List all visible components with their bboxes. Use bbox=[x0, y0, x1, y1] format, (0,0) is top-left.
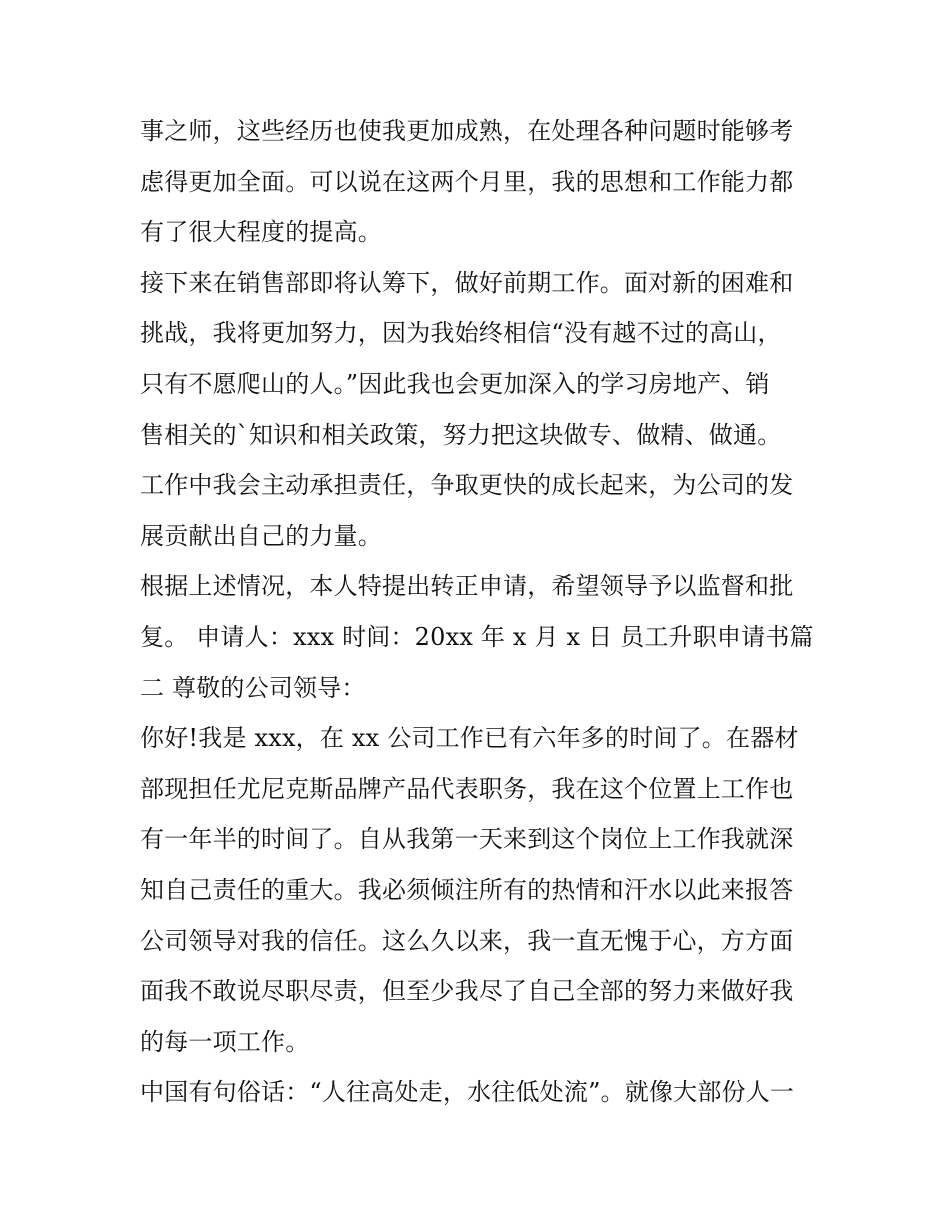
text-line: 中国有句俗话：“人往高处走，水往低处流”。就像大部份人一 bbox=[140, 1078, 795, 1107]
text-line: 事之师，这些经历也使我更加成熟，在处理各种问题时能够考 bbox=[140, 117, 794, 145]
text-line: 的每一项工作。 bbox=[140, 1027, 310, 1056]
text-line: 只有不愿爬山的人。”因此我也会更加深入的学习房地产、销 bbox=[140, 369, 770, 398]
document-body bbox=[140, 106, 815, 1118]
text-line: 根据上述情况，本人特提出转正申请，希望领导予以监督和批 bbox=[140, 572, 794, 601]
text-line: 工作中我会主动承担责任，争取更快的成长起来，为公司的发 bbox=[140, 471, 794, 500]
text-line: 有了很大程度的提高。 bbox=[140, 218, 382, 247]
text-line: 部现担任尤尼克斯品牌产品代表职务，我在这个位置上工作也 bbox=[140, 774, 794, 803]
text-line: 你好!我是 xxx，在 xx 公司工作已有六年多的时间了。在器材 bbox=[140, 724, 799, 753]
text-line: 挑战，我将更加努力，因为我始终相信“没有越不过的高山， bbox=[140, 319, 782, 348]
text-line: 复。 申请人：xxx 时间：20xx 年 x 月 x 日 员工升职申请书篇 bbox=[140, 622, 814, 651]
text-line: 展贡献出自己的力量。 bbox=[140, 521, 382, 550]
text-line: 面我不敢说尽职尽责，但至少我尽了自己全部的努力来做好我 bbox=[140, 977, 794, 1006]
text-line: 虑得更加全面。可以说在这两个月里，我的思想和工作能力都 bbox=[140, 167, 794, 196]
text-line: 公司领导对我的信任。这么久以来，我一直无愧于心，方方面 bbox=[140, 926, 794, 955]
text-line: 二 尊敬的公司领导： bbox=[140, 673, 366, 702]
text-line: 售相关的`知识和相关政策，努力把这块做专、做精、做通。 bbox=[140, 420, 782, 449]
text-line: 知自己责任的重大。我必须倾注所有的热情和汗水以此来报答 bbox=[140, 875, 794, 904]
text-line: 有一年半的时间了。自从我第一天来到这个岗位上工作我就深 bbox=[140, 825, 794, 854]
text-line: 接下来在销售部即将认筹下，做好前期工作。面对新的困难和 bbox=[140, 268, 794, 297]
